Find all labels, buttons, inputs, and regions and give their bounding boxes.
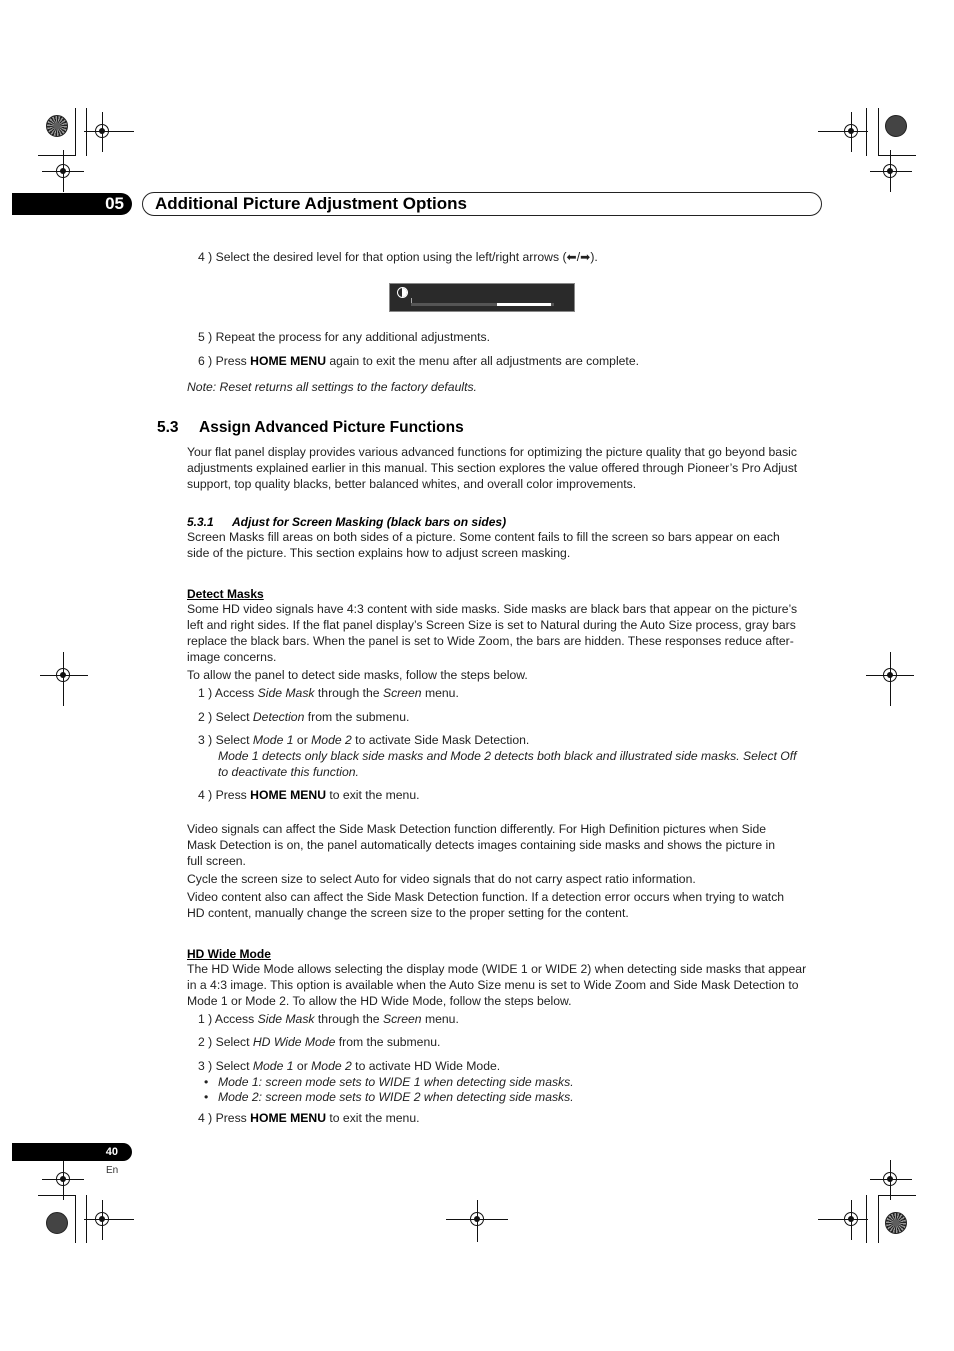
chapter-number-badge <box>12 193 132 215</box>
section-intro: Your flat panel display provides various advanced functions for optimizing the picture quality that go beyond basic adjustments explained earlier in this manual. This section explores the value offered through Pioneer’s Pro Adjust support, top quality blacks, better balanced whites, and overall color improvements. <box>187 445 798 491</box>
detect-step-4: 4 ) Press HOME MENU to exit the menu. <box>198 788 420 802</box>
chapter-title: Additional Picture Adjustment Options <box>142 192 822 216</box>
bullet-icon: • <box>204 1090 209 1104</box>
registration-mark-icon <box>844 1212 858 1226</box>
reset-note: Note: Reset returns all settings to the factory defaults. <box>187 380 477 394</box>
registration-mark-icon <box>844 124 858 138</box>
step-exit-menu: 6 ) Press HOME MENU again to exit the menu after all adjustments are complete. <box>198 354 639 368</box>
subsection-heading <box>187 514 506 530</box>
color-wheel-icon <box>885 115 907 137</box>
detect-step-1: 1 ) Access Side Mask through the Screen menu. <box>198 686 459 700</box>
slider-fill <box>497 303 551 306</box>
slider-track <box>411 303 554 306</box>
subsection-title: Adjust for Screen Masking (black bars on sides) <box>232 515 507 529</box>
registration-mark-icon <box>883 668 897 682</box>
color-wheel-icon <box>46 1212 68 1234</box>
osd-level-slider <box>389 283 575 312</box>
detection-paragraph: Video signals can affect the Side Mask Detection function differently. For High Definition pictures when Side Mask Detection is on, the panel automatically detects images containing side masks and shows the picture in full screen. <box>187 822 776 868</box>
hd-wide-mode-paragraph: The HD Wide Mode allows selecting the display mode (WIDE 1 or WIDE 2) when detecting side masks that appear in a 4:3 image. This option is available when the Auto Size menu is set to Wide Zoom and Side Mask Detection to Mode 1 or Mode 2. To allow the HD Wide Mode, follow the steps below. <box>187 962 807 1008</box>
page-number: 40 <box>105 1146 118 1158</box>
detect-step-3: 3 ) Select Mode 1 or Mode 2 to activate Side Mask Detection. <box>198 733 530 747</box>
hdwide-bullet-mode-1: • Mode 1: screen mode sets to WIDE 1 when detecting side masks. <box>204 1075 574 1089</box>
page-number-badge <box>12 1143 132 1161</box>
detect-masks-lead: To allow the panel to detect side masks, follow the steps below. <box>187 668 528 682</box>
language-code: En <box>106 1165 119 1176</box>
chapter-number: 05 <box>105 194 124 213</box>
contrast-icon <box>397 287 408 298</box>
detect-step-2: 2 ) Select Detection from the submenu. <box>198 710 410 724</box>
color-wheel-icon <box>46 115 68 137</box>
section-heading <box>157 420 464 436</box>
hdwide-step-1: 1 ) Access Side Mask through the Screen menu. <box>198 1012 459 1026</box>
subsection-number: 5.3.1 <box>187 515 214 529</box>
registration-mark-icon <box>883 164 897 178</box>
cycle-screen-size-paragraph: Cycle the screen size to select Auto for video signals that do not carry aspect ratio information. <box>187 872 696 886</box>
registration-mark-icon <box>56 1172 70 1186</box>
section-number: 5.3 <box>157 419 179 436</box>
bullet-icon: • <box>204 1075 209 1089</box>
registration-mark-icon <box>56 164 70 178</box>
left-right-arrows-icon: ⬅/➡ <box>566 250 591 264</box>
registration-mark-icon <box>95 124 109 138</box>
registration-mark-icon <box>470 1212 484 1226</box>
hdwide-step-3: 3 ) Select Mode 1 or Mode 2 to activate HD Wide Mode. <box>198 1059 501 1073</box>
hdwide-step-2: 2 ) Select HD Wide Mode from the submenu. <box>198 1035 441 1049</box>
hdwide-bullet-mode-2: • Mode 2: screen mode sets to WIDE 2 when detecting side masks. <box>204 1090 574 1104</box>
registration-mark-icon <box>56 668 70 682</box>
detect-masks-heading: Detect Masks <box>187 587 264 601</box>
hd-wide-mode-heading: HD Wide Mode <box>187 947 271 961</box>
step-repeat: 5 ) Repeat the process for any additional adjustments. <box>198 330 490 344</box>
section-title: Assign Advanced Picture Functions <box>199 419 464 436</box>
subsection-paragraph: Screen Masks fill areas on both sides of a picture. Some content fails to fill the screen so bars appear on each side of the picture. This section explains how to adjust screen masking. <box>187 530 780 560</box>
detect-masks-paragraph: Some HD video signals have 4:3 content with side masks. Side masks are black bars that appear on the picture’s left and right sides. If the flat panel display’s Screen Size is set to Natural during the Auto Size process, gray bars replace the black bars. When the panel is set to Wide Zoom, the bars are hidden. These responses reduce after- image concerns. <box>187 602 798 664</box>
registration-mark-icon <box>95 1212 109 1226</box>
detect-step-3-note: Mode 1 detects only black side masks and Mode 2 detects both black and illustrated side masks. Select Off to deactivate this function. <box>218 749 797 779</box>
step-select-level: 4 ) Select the desired level for that option using the left/right arrows (⬅/➡). <box>198 250 598 264</box>
registration-mark-icon <box>883 1172 897 1186</box>
hdwide-step-4: 4 ) Press HOME MENU to exit the menu. <box>198 1111 420 1125</box>
detection-error-paragraph: Video content also can affect the Side Mask Detection function. If a detection error occurs when trying to watch HD content, manually change the screen size to the proper setting for the content. <box>187 890 785 920</box>
color-wheel-icon <box>885 1212 907 1234</box>
